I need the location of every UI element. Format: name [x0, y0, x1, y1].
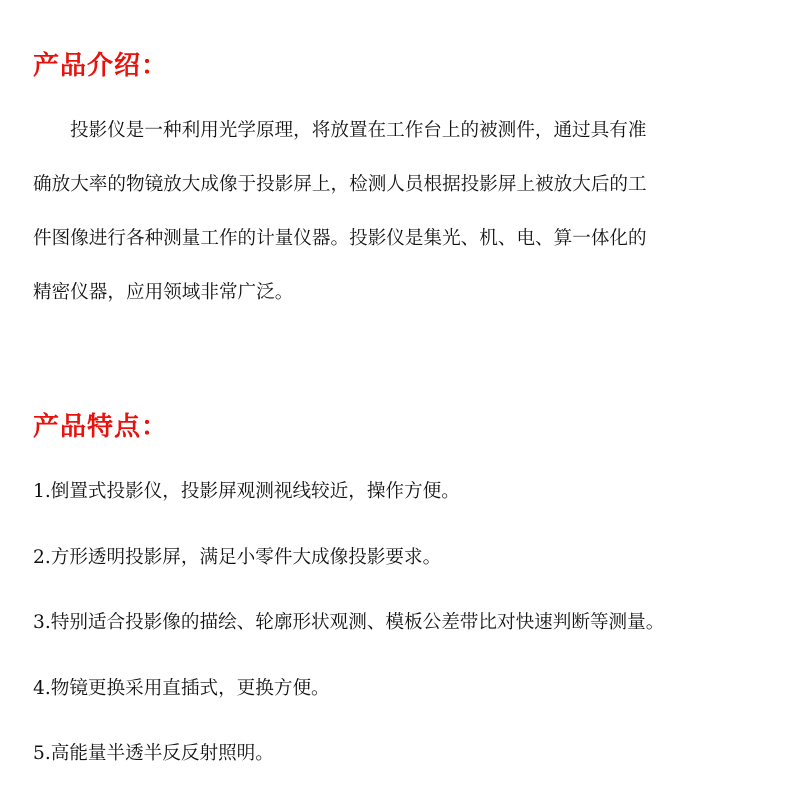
- feature-item: 3.特别适合投影像的描绘、轮廓形状观测、模板公差带比对快速判断等测量。: [33, 612, 665, 633]
- intro-heading: 产品介绍：: [33, 51, 169, 81]
- intro-line: 投影仪是一种利用光学原理，将放置在工作台上的被测件，通过具有准: [70, 120, 647, 141]
- intro-line: 件图像进行各种测量工作的计量仪器。投影仪是集光、机、电、算一体化的: [33, 228, 647, 249]
- intro-line: 精密仪器，应用领域非常广泛。: [33, 282, 294, 303]
- feature-item: 5.高能量半透半反反射照明。: [33, 743, 274, 764]
- feature-item: 1.倒置式投影仪，投影屏观测视线较近，操作方便。: [33, 481, 460, 502]
- feature-item: 4.物镜更换采用直插式，更换方便。: [33, 677, 330, 699]
- features-heading: 产品特点：: [33, 412, 169, 442]
- feature-item: 2.方形透明投影屏，满足小零件大成像投影要求。: [33, 546, 442, 568]
- intro-paragraph: [33, 111, 768, 327]
- features-list: [33, 476, 778, 804]
- intro-line: 确放大率的物镜放大成像于投影屏上，检测人员根据投影屏上被放大后的工: [33, 174, 647, 195]
